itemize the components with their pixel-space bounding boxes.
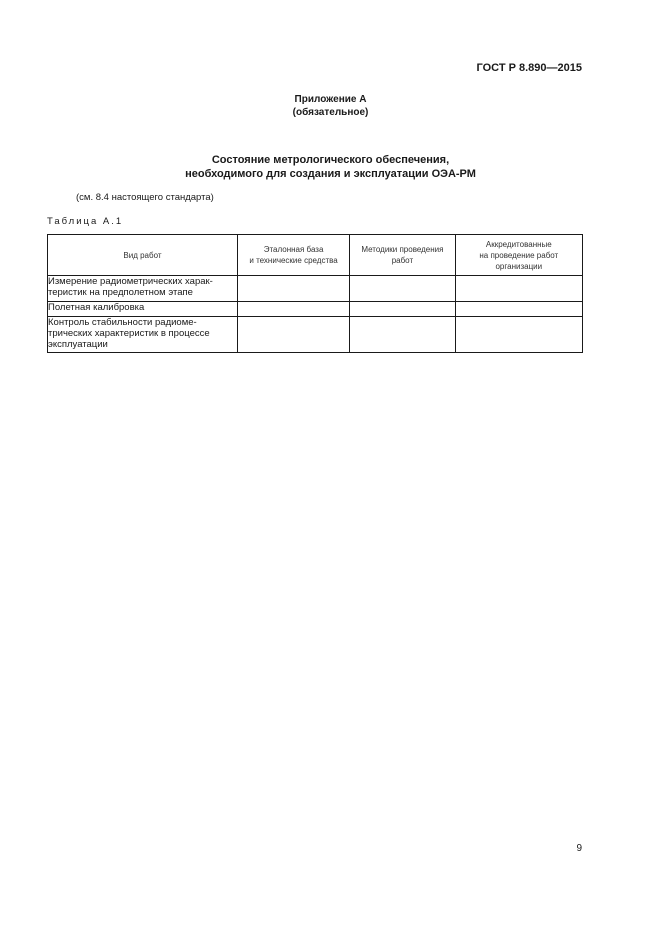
header-line: и технические средства	[249, 256, 338, 265]
methods-cell	[350, 302, 455, 317]
header-accredited-orgs	[455, 235, 582, 276]
table-row	[48, 276, 583, 302]
title-line-1: Состояние метрологического обеспечения,	[211, 154, 450, 166]
table-row	[48, 302, 583, 317]
header-work-type	[48, 235, 238, 276]
document-title	[0, 153, 661, 181]
work-line: Полетная калибровка	[48, 302, 145, 313]
work-line: теристик на предполетном этапе	[48, 287, 193, 298]
work-line: эксплуатации	[48, 339, 108, 350]
methods-cell	[350, 317, 455, 353]
header-line: Методики проведения	[361, 245, 444, 254]
table-header-row	[48, 235, 583, 276]
header-line: организации	[495, 261, 543, 271]
header-methods	[350, 235, 455, 276]
reference-base-cell	[237, 302, 349, 317]
work-line: трических характеристик в процессе	[48, 328, 210, 339]
header-line: Эталонная база	[263, 245, 324, 254]
work-type-cell	[48, 317, 238, 353]
work-line: Измерение радиометрических харак-	[48, 276, 213, 287]
metrology-table	[47, 234, 583, 353]
header-reference-base	[237, 235, 349, 276]
page-number: 9	[576, 843, 582, 854]
reference-note: (см. 8.4 настоящего стандарта)	[76, 192, 214, 203]
appendix-name: Приложение А	[294, 94, 367, 105]
header-line: на проведение работ	[479, 250, 559, 260]
accredited-orgs-cell	[455, 276, 582, 302]
appendix-heading	[0, 93, 661, 119]
accredited-orgs-cell	[455, 317, 582, 353]
reference-base-cell	[237, 276, 349, 302]
table-caption: Таблица А.1	[47, 216, 124, 227]
header-line: Вид работ	[123, 250, 162, 260]
header-line: работ	[391, 256, 414, 265]
reference-base-cell	[237, 317, 349, 353]
standard-code: ГОСТ Р 8.890—2015	[476, 62, 582, 74]
work-type-cell	[48, 276, 238, 302]
work-line: Контроль стабильности радиоме-	[48, 317, 197, 328]
header-line: Аккредитованные	[485, 239, 552, 249]
appendix-status: (обязательное)	[292, 107, 369, 118]
accredited-orgs-cell	[455, 302, 582, 317]
title-line-2: необходимого для создания и эксплуатации ОЭА-РМ	[185, 168, 476, 180]
table-row	[48, 317, 583, 353]
methods-cell	[350, 276, 455, 302]
work-type-cell	[48, 302, 238, 317]
